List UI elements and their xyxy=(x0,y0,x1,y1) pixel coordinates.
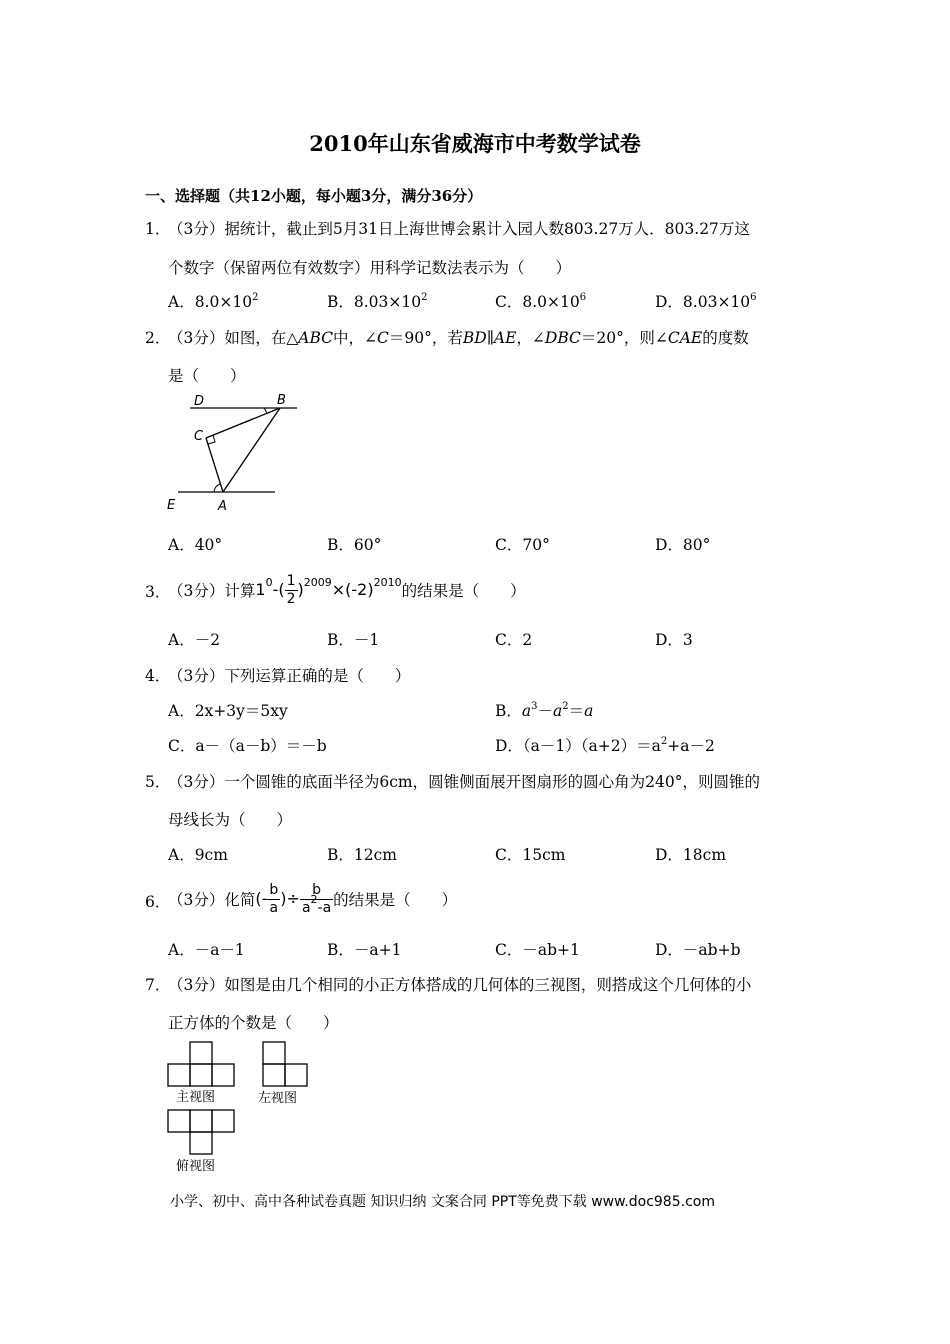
question-text: （3分）计算 $1^0-$( $\frac{1}{2}$ )$^{2009}\times(-2)^{2010}$ 的结果是（ ） xyxy=(168,572,526,607)
option-c: C．15cm xyxy=(495,846,566,864)
option-a: A．$8.0\times 10^2$ xyxy=(168,292,259,311)
point-label-b: B xyxy=(277,393,286,408)
math-expression: (- $\frac{b}{a}$ )÷ $\frac{b}{a^2-a}$ xyxy=(255,881,332,916)
question-text: （3分）一个圆锥的底面半径为6cm，圆锥侧面展开图扇形的圆心角为240°，则圆锥的 xyxy=(168,773,760,791)
option-a: A．40° xyxy=(168,536,223,554)
question-text: 个数字（保留两位有效数字）用科学记数法表示为（ ） xyxy=(168,259,572,277)
left-view xyxy=(263,1042,307,1086)
option-a: A．2x+3y＝5xy xyxy=(168,702,288,720)
option-d: D．18cm xyxy=(655,846,727,864)
option-a: A．－2 xyxy=(168,631,221,649)
page-title: 2010年山东省威海市中考数学试卷 xyxy=(309,131,641,156)
point-label-d: D xyxy=(194,394,205,409)
option-d: D．$(a-1)(a+2)=a^2+a-2$ xyxy=(495,736,715,755)
top-view xyxy=(168,1110,234,1154)
math-expression: $1^0-$( $\frac{1}{2}$ )$^{2009}\times(-2)^{2010}$ xyxy=(255,572,402,607)
question-number: 7． xyxy=(145,976,171,994)
question-number: 5． xyxy=(145,773,171,791)
section-heading: 一、选择题（共12小题，每小题3分，满分36分） xyxy=(145,187,483,205)
option-c: C．70° xyxy=(495,536,550,554)
footer-text: 小学、初中、高中各种试卷真题 知识归纳 文案合同 PPT等免费下载 www.doc985.com xyxy=(170,1194,715,1210)
three-view-figure xyxy=(160,1036,320,1176)
front-view-label: 主视图 xyxy=(176,1090,216,1105)
top-view-label: 俯视图 xyxy=(176,1159,216,1174)
point-label-c: C xyxy=(194,429,204,444)
point-label-a: A xyxy=(218,499,227,514)
question-text: （3分）下列运算正确的是（ ） xyxy=(168,667,411,685)
option-d: D．$8.03\times 10^6$ xyxy=(655,292,757,311)
question-number: 1． xyxy=(145,220,171,238)
question-text: 正方体的个数是（ ） xyxy=(168,1014,339,1032)
option-c: C．2 xyxy=(495,631,533,649)
question-number: 4． xyxy=(145,667,171,685)
question-text: （3分）如图是由几个相同的小正方体搭成的几何体的三视图，则搭成这个几何体的小 xyxy=(168,976,752,994)
option-b: B．－a+1 xyxy=(327,941,402,959)
option-b: B．－1 xyxy=(327,631,380,649)
option-b: B．12cm xyxy=(327,846,397,864)
question-text: （3分）化简 (- $\frac{b}{a}$ )÷ $\frac{b}{a^2-a}$ 的结果是（ ） xyxy=(168,881,458,916)
option-b: B．$8.03\times 10^2$ xyxy=(327,292,428,311)
question-text: 母线长为（ ） xyxy=(168,811,293,829)
option-a: A．9cm xyxy=(168,846,228,864)
left-view-label: 左视图 xyxy=(258,1091,298,1106)
option-b: B．$a^3-a^2=a$ xyxy=(495,701,594,720)
question-text: （3分）据统计，截止到5月31日上海世博会累计入园人数803.27万人．803.27万这 xyxy=(168,220,750,238)
option-d: D．－ab+b xyxy=(655,941,741,959)
option-a: A．－a－1 xyxy=(168,941,245,959)
question-number: 3． xyxy=(145,583,171,601)
question-text: （3分）如图，在△ABC中，∠C＝90°，若BD∥AE，∠DBC＝20°，则∠CAE的度数 xyxy=(168,329,749,347)
option-c: C．－ab+1 xyxy=(495,941,580,959)
question-number: 2． xyxy=(145,329,171,347)
option-d: D．80° xyxy=(655,536,711,554)
option-b: B．60° xyxy=(327,536,382,554)
option-c: C．a－（a－b）＝－b xyxy=(168,737,327,755)
front-view xyxy=(168,1042,234,1086)
option-d: D．3 xyxy=(655,631,693,649)
point-label-e: E xyxy=(167,498,176,513)
question-text: 是（ ） xyxy=(168,367,246,385)
option-c: C．$8.0\times 10^6$ xyxy=(495,292,587,311)
triangle-figure xyxy=(160,388,305,518)
question-number: 6． xyxy=(145,893,171,911)
